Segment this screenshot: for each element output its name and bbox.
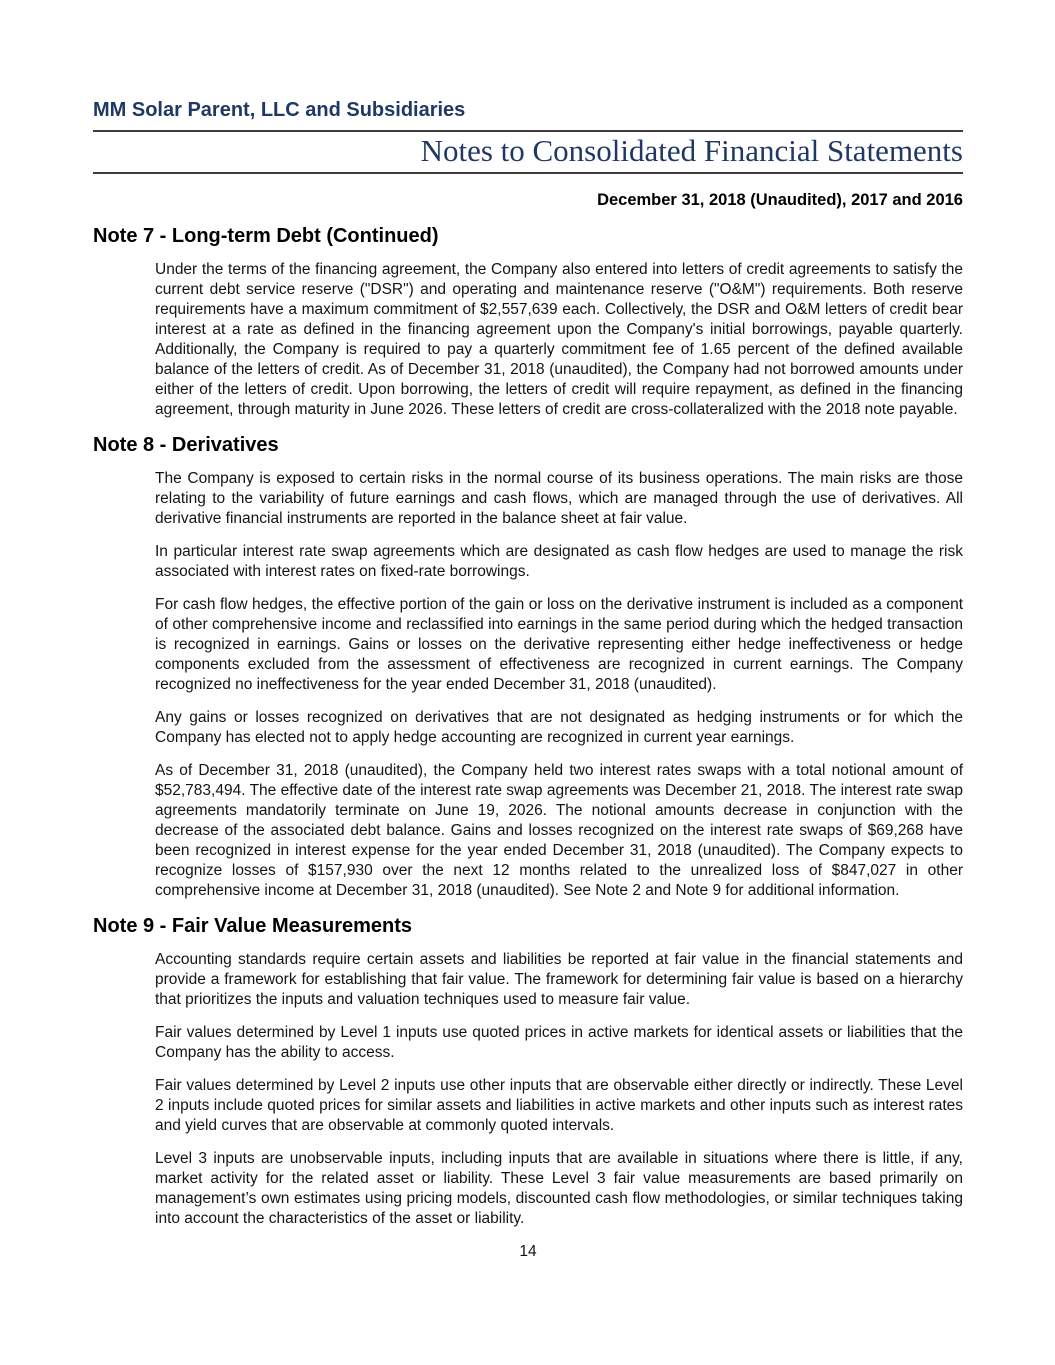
- note-9-paragraph: Accounting standards require certain assets and liabilities be reported at fair value in the financial statements and provide a framework for establishing that fair value. The framework for determining fair value is based on a hierarchy that prioritizes the inputs and valuation techniques used to measure fair value.: [155, 951, 963, 1008]
- notes-body: [93, 225, 963, 1229]
- note-7-heading: Note 7 - Long-term Debt (Continued): [93, 225, 439, 247]
- page-content: [93, 99, 963, 1262]
- note-7-paragraph: Under the terms of the financing agreement, the Company also entered into letters of credit agreements to satisfy the current debt service reserve ("DSR") and operating and maintenance reserve ("O&M") requirements. Both reserve requirements have a maximum commitment of $2,557,639 each. Collectively, the DSR and O&M letters of credit bear interest at a rate as defined in the financing agreement upon the Company's initial borrowings, payable quarterly. Additionally, the Company is required to pay a quarterly commitment fee of 1.65 percent of the defined available balance of the letters of credit. As of December 31, 2018 (unaudited), the Company had not borrowed amounts under either of the letters of credit. Upon borrowing, the letters of credit will require repayment, as defined in the financing agreement, through maturity in June 2026. These letters of credit are cross-collateralized with the 2018 note payable.: [155, 261, 963, 418]
- note-9-paragraph: Fair values determined by Level 1 inputs use quoted prices in active markets for identical assets or liabilities that the Company has the ability to access.: [155, 1024, 963, 1061]
- company-name: MM Solar Parent, LLC and Subsidiaries: [93, 99, 466, 121]
- note-9-heading: Note 9 - Fair Value Measurements: [93, 915, 413, 937]
- section-note-8: [93, 434, 963, 901]
- page-number: 14: [519, 1243, 537, 1260]
- note-8-paragraph: In particular interest rate swap agreements which are designated as cash flow hedges are used to manage the risk associated with interest rates on fixed-rate borrowings.: [155, 543, 963, 580]
- section-note-9: [93, 915, 963, 1229]
- note-8-paragraph: Any gains or losses recognized on derivatives that are not designated as hedging instruments or for which the Company has elected not to apply hedge accounting are recognized in current year earnings.: [155, 709, 963, 746]
- section-note-7: [93, 225, 963, 420]
- header-rule-top: [93, 130, 963, 132]
- note-9-paragraph: Level 3 inputs are unobservable inputs, including inputs that are available in situations where there is little, if any, market activity for the related asset or liability. These Level 3 fair value measurements are based primarily on management’s own estimates using pricing models, discounted cash flow methodologies, or similar techniques taking into account the characteristics of the asset or liability.: [155, 1150, 963, 1227]
- note-9-paragraph: Fair values determined by Level 2 inputs use other inputs that are observable either directly or indirectly. These Level 2 inputs include quoted prices for similar assets and liabilities in active markets and other inputs such as interest rates and yield curves that are observable at commonly quoted intervals.: [155, 1077, 963, 1134]
- note-8-paragraph: The Company is exposed to certain risks in the normal course of its business operations. The main risks are those relating to the variability of future earnings and cash flows, which are managed through the use of derivatives. All derivative financial instruments are reported in the balance sheet at fair value.: [155, 470, 963, 527]
- note-8-paragraph: For cash flow hedges, the effective portion of the gain or loss on the derivative instrument is included as a component of other comprehensive income and reclassified into earnings in the same period during which the hedged transaction is recognized in earnings. Gains or losses on the derivative representing either hedge ineffectiveness or hedge components excluded from the assessment of effectiveness are recognized in current earnings. The Company recognized no ineffectiveness for the year ended December 31, 2018 (unaudited).: [155, 596, 963, 693]
- document-header: [93, 99, 963, 211]
- document-title: Notes to Consolidated Financial Statements: [420, 133, 963, 168]
- document-footer: [93, 1242, 963, 1262]
- date-line: December 31, 2018 (Unaudited), 2017 and 2016: [597, 191, 963, 209]
- note-8-paragraph: As of December 31, 2018 (unaudited), the Company held two interest rates swaps with a total notional amount of $52,783,494. The effective date of the interest rate swap agreements was December 21, 2018. The interest rate swap agreements mandatorily terminate on June 19, 2026. The notional amounts decrease in conjunction with the decrease of the associated debt balance. Gains and losses recognized on the interest rate swaps of $69,268 have been recognized in interest expense for the year ended December 31, 2018 (unaudited). The Company expects to recognize losses of $157,930 over the next 12 months related to the unrealized loss of $847,027 in other comprehensive income at December 31, 2018 (unaudited). See Note 2 and Note 9 for additional information.: [155, 762, 963, 899]
- note-8-heading: Note 8 - Derivatives: [93, 434, 279, 456]
- header-rule-bottom: [93, 172, 963, 174]
